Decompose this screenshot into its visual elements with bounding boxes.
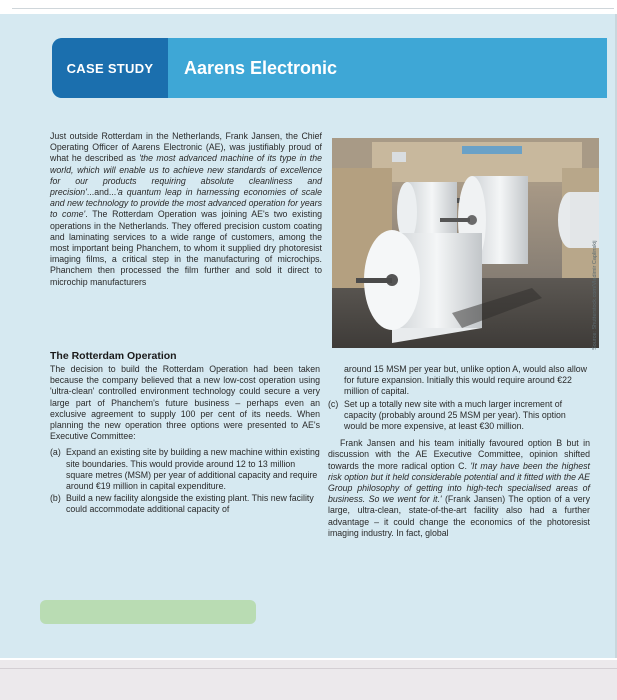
option-c	[328, 399, 590, 433]
option-label: (a)	[50, 447, 61, 458]
option-a	[50, 447, 320, 492]
page-top-divider	[12, 8, 614, 9]
decision-paragraph: Frank Jansen and his team initially favoured option B but in discussion with the AE Executive Committee, opinion shifted towards the more radical option C. 'It may have been the highest risk option but it held considerable potential and it fitted with the AE Group philosophy of getting into high-tech specialised areas of business. So we went for it.' (Frank Jansen) The option of a very large, ultra-clean, state-of-the-art facility also had a further advantage – it could change the economics of the photoresist imaging industry. In fact, global	[328, 438, 590, 538]
option-label: (c)	[328, 398, 339, 409]
rotterdam-paragraph: The decision to build the Rotterdam Operation had been taken because the company believed that a new low-cost operation using 'ultra-clean' controlled environment technology could secure a very large part of Phanchem's future business – perhaps even an exclusive agreement to supply 100 per cent of its needs. When planning the new operation three options were presented to AE's Executive Committee:	[50, 364, 320, 442]
section-heading: The Rotterdam Operation	[50, 350, 177, 362]
film-rolls-illustration	[332, 138, 599, 348]
right-column	[328, 364, 590, 539]
option-b-continued: around 15 MSM per year but, unlike option A, would also allow for future expansion. Initially this would require around €22 million of capital.	[344, 364, 588, 397]
option-label: (b)	[50, 493, 61, 504]
option-text: Build a new facility alongside the existing plant. This new facility could accommodate additional capacity of	[66, 493, 314, 515]
film-rolls-photo	[332, 138, 599, 348]
case-study-title: Aarens Electronic	[184, 57, 338, 78]
option-b	[50, 493, 320, 515]
left-column	[50, 364, 320, 516]
next-page-strip	[0, 660, 617, 700]
option-text: Expand an existing site by building a new machine within existing site boundaries. This would provide around 12 to 13 million square metres (MSM) per year of additional capacity and require around €19 million in capital expenditure.	[66, 447, 320, 492]
option-text: Set up a totally new site with a much larger increment of capacity (probably around 25 MSM per year). This option would be more expensive, at least €30 million.	[344, 398, 566, 432]
case-study-tab: CASE STUDY	[52, 38, 168, 98]
intro-paragraph: Just outside Rotterdam in the Netherlands, Frank Jansen, the Chief Operating Officer of Aarens Electronic (AE), was justifiably proud of what he described as 'the most advanced machine of its type in the world, which will enable us to achieve new standards of excellence for our products requiring absolute cleanliness and precision'...and...'a quantum leap in harnessing economies of scale and new technology to provide the most advanced operation for years to come'. The Rotterdam Operation was joining AE's two existing operations in the Netherlands. They offered precision custom coating and laminating services to a wide range of customers, among the most important being Phanchem, to whom it supplied dry photoresist imaging films, a critical step in the manufacturing of microchips. Phanchem then processed the film further and sold it direct to microchip manufacturers	[50, 131, 323, 287]
page-scroll-indicator[interactable]	[40, 600, 256, 624]
next-page-divider	[0, 668, 617, 669]
page-top-strip	[0, 0, 617, 14]
photo-credit: Source: Shutterstock.com/Vladimir Caplinskij	[592, 240, 598, 350]
